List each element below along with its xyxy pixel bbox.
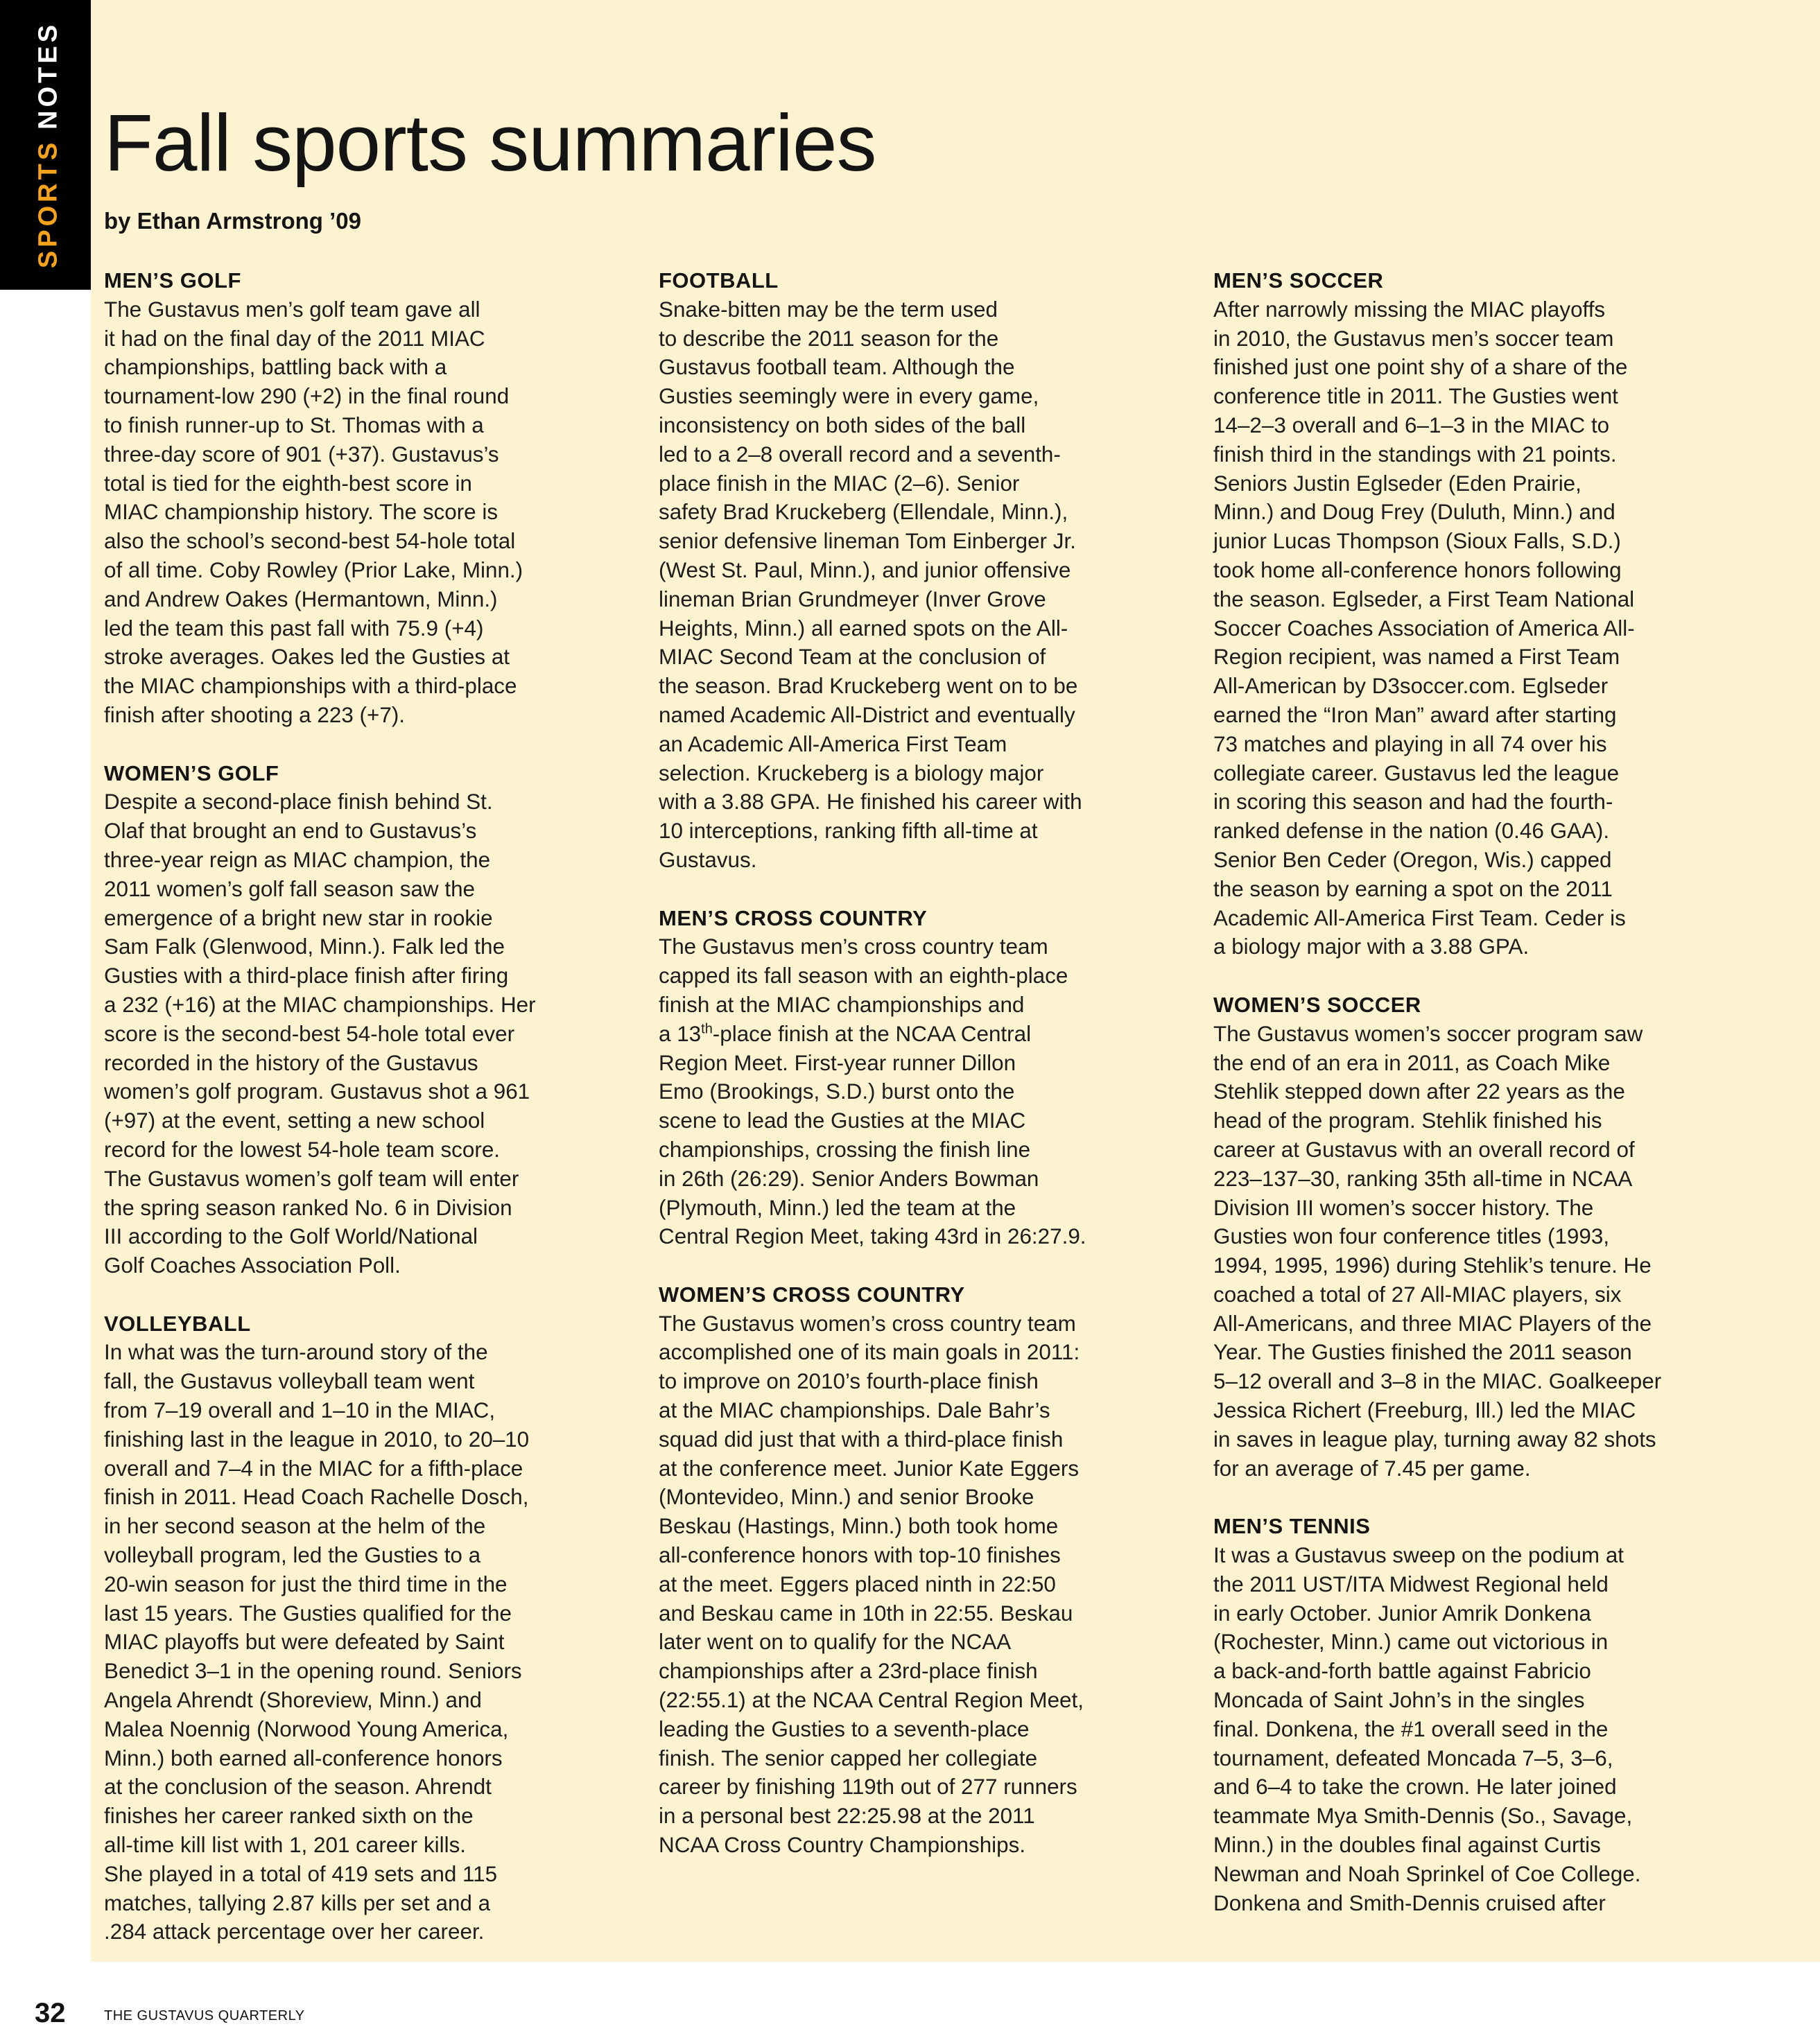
- section-mens-cross-country: [659, 904, 1186, 1252]
- text-line: took home all-conference honors following: [1213, 557, 1622, 582]
- text-line: in early October. Junior Amrik Donkena: [1213, 1600, 1591, 1626]
- text-line: three-year reign as MIAC champion, the: [104, 846, 491, 872]
- text-line: Academic All-America First Team. Ceder is: [1213, 905, 1626, 930]
- text-line: Central Region Meet, taking 43rd in 26:27.9.: [659, 1224, 1086, 1249]
- text-line: Stehlik stepped down after 22 years as the: [1213, 1079, 1625, 1104]
- column-1: [104, 266, 631, 1976]
- publication-name: THE GUSTAVUS QUARTERLY: [104, 2008, 305, 2023]
- text-line: the spring season ranked No. 6 in Division: [104, 1194, 512, 1220]
- text-line: The Gustavus women’s cross country team: [659, 1310, 1076, 1336]
- text-line: Soccer Coaches Association of America All-: [1213, 615, 1635, 641]
- text-line: stroke averages. Oakes led the Gusties at: [104, 644, 510, 670]
- text-line: safety Brad Kruckeberg (Ellendale, Minn.),: [659, 499, 1068, 525]
- text-line: matches, tallying 2.87 kills per set and a: [104, 1890, 491, 1915]
- text-line: in 26th (26:29). Senior Anders Bowman: [659, 1165, 1039, 1191]
- ordinal-suffix: th: [701, 1021, 713, 1037]
- column-3: [1213, 266, 1740, 1947]
- text-line: championships after a 23rd-place finish: [659, 1658, 1038, 1684]
- text-line: MIAC championship history. The score is: [104, 499, 499, 525]
- text-line: NCAA Cross Country Championships.: [659, 1832, 1026, 1858]
- text-line: (Rochester, Minn.) came out victorious in: [1213, 1629, 1609, 1655]
- text-line: the season. Brad Kruckeberg went on to be: [659, 673, 1078, 699]
- text-line: Donkena and Smith-Dennis cruised after: [1213, 1890, 1606, 1915]
- text-line: a biology major with a 3.88 GPA.: [1213, 934, 1529, 959]
- text-line: MIAC Second Team at the conclusion of: [659, 644, 1046, 670]
- text-line: 1994, 1995, 1996) during Stehlik’s tenure. He: [1213, 1253, 1652, 1278]
- text-line: Snake-bitten may be the term used: [659, 296, 998, 322]
- byline: by Ethan Armstrong ’09: [104, 208, 362, 234]
- text-line: It was a Gustavus sweep on the podium at: [1213, 1542, 1624, 1568]
- text-line: 5–12 overall and 3–8 in the MIAC. Goalkeeper: [1213, 1368, 1662, 1394]
- text-line: Heights, Minn.) all earned spots on the All-: [659, 615, 1068, 641]
- text-line: tournament, defeated Moncada 7–5, 3–6,: [1213, 1745, 1613, 1770]
- text-line: The Gustavus women’s soccer program saw: [1213, 1020, 1643, 1046]
- text-line: at the MIAC championships. Dale Bahr’s: [659, 1397, 1050, 1423]
- section-tab-label: [34, 21, 64, 268]
- text-line: (West St. Paul, Minn.), and junior offensive: [659, 557, 1071, 582]
- section-body: [104, 295, 631, 730]
- page-title: Fall sports summaries: [104, 98, 876, 188]
- section-volleyball: [104, 1309, 631, 1947]
- section-heading: WOMEN’S CROSS COUNTRY: [659, 1282, 965, 1307]
- section-tab-word-sports: SPORTS: [33, 139, 63, 269]
- text-line: Gusties won four conference titles (1993,: [1213, 1224, 1610, 1249]
- section-heading: MEN’S GOLF: [104, 268, 241, 293]
- text-line: at the meet. Eggers placed ninth in 22:50: [659, 1571, 1056, 1596]
- text-line: scene to lead the Gusties at the MIAC: [659, 1108, 1026, 1133]
- text-line: later went on to qualify for the NCAA: [659, 1629, 1012, 1655]
- text-line: Emo (Brookings, S.D.) burst onto the: [659, 1079, 1015, 1104]
- text-line: at the conclusion of the season. Ahrendt: [104, 1774, 492, 1800]
- text-line: in 2010, the Gustavus men’s soccer team: [1213, 325, 1614, 351]
- text-line: all-time kill list with 1, 201 career kills.: [104, 1832, 467, 1858]
- text-line: a back-and-forth battle against Fabricio: [1213, 1658, 1591, 1684]
- text-line: Gustavus football team. Although the: [659, 354, 1015, 380]
- text-line: inconsistency on both sides of the ball: [659, 412, 1026, 437]
- text-line: Senior Ben Ceder (Oregon, Wis.) capped: [1213, 846, 1612, 872]
- text-line: overall and 7–4 in the MIAC for a fifth-place: [104, 1455, 523, 1481]
- text-line: career at Gustavus with an overall record of: [1213, 1136, 1635, 1162]
- text-line: (22:55.1) at the NCAA Central Region Meet,: [659, 1687, 1084, 1713]
- text-line: junior Lucas Thompson (Sioux Falls, S.D.): [1213, 528, 1621, 554]
- text-line: 73 matches and playing in all 74 over his: [1213, 731, 1607, 756]
- text-line: senior defensive lineman Tom Einberger Jr.: [659, 528, 1076, 554]
- text-line: squad did just that with a third-place finish: [659, 1426, 1064, 1452]
- section-womens-soccer: [1213, 991, 1740, 1483]
- text-line: tournament-low 290 (+2) in the final round: [104, 383, 510, 409]
- text-line: at the conference meet. Junior Kate Eggers: [659, 1455, 1080, 1481]
- text-line: accomplished one of its main goals in 2011:: [659, 1339, 1080, 1365]
- text-line: the 2011 UST/ITA Midwest Regional held: [1213, 1571, 1609, 1596]
- text-line: Division III women’s soccer history. The: [1213, 1194, 1594, 1220]
- text-line: (+97) at the event, setting a new school: [104, 1108, 485, 1133]
- text-line: collegiate career. Gustavus led the league: [1213, 760, 1620, 785]
- text-line: the MIAC championships with a third-place: [104, 673, 517, 699]
- section-body: [1213, 295, 1740, 961]
- text-line: The Gustavus men’s golf team gave all: [104, 296, 480, 322]
- section-body: [104, 1338, 631, 1947]
- text-line: ranked defense in the nation (0.46 GAA).: [1213, 818, 1610, 844]
- text-line: The Gustavus men’s cross country team: [659, 934, 1048, 959]
- text-line: Sam Falk (Glenwood, Minn.). Falk led the: [104, 934, 505, 959]
- text-line: with a 3.88 GPA. He finished his career with: [659, 789, 1082, 815]
- text-line: in scoring this season and had the fourth-: [1213, 789, 1613, 815]
- text-line: championships, crossing the finish line: [659, 1136, 1031, 1162]
- text-line: In what was the turn-around story of the: [104, 1339, 488, 1365]
- section-body: [659, 1309, 1186, 1860]
- section-mens-soccer: [1213, 266, 1740, 961]
- section-heading: MEN’S TENNIS: [1213, 1514, 1371, 1539]
- section-body: [659, 932, 1186, 1251]
- text-line: finish at the MIAC championships and: [659, 991, 1025, 1017]
- text-line: in a personal best 22:25.98 at the 2011: [659, 1803, 1035, 1829]
- text-line: three-day score of 901 (+37). Gustavus’s: [104, 441, 499, 467]
- text-line: conference title in 2011. The Gusties went: [1213, 383, 1618, 409]
- text-line: and 6–4 to take the crown. He later joined: [1213, 1774, 1617, 1800]
- text-line: 10 interceptions, ranking fifth all-time at: [659, 818, 1038, 844]
- text-line: all-conference honors with top-10 finishes: [659, 1542, 1061, 1568]
- text-line: leading the Gusties to a seventh-place: [659, 1716, 1030, 1741]
- text-line: Region Meet. First-year runner Dillon: [659, 1050, 1016, 1075]
- column-2: [659, 266, 1186, 1889]
- text-line: named Academic All-District and eventually: [659, 702, 1075, 727]
- text-line: (Montevideo, Minn.) and senior Brooke: [659, 1484, 1034, 1510]
- text-line: III according to the Golf World/National: [104, 1224, 478, 1249]
- text-line: Moncada of Saint John’s in the singles: [1213, 1687, 1585, 1713]
- text-line: finish in 2011. Head Coach Rachelle Dosch,: [104, 1484, 529, 1510]
- text-line: Angela Ahrendt (Shoreview, Minn.) and: [104, 1687, 482, 1713]
- text-line: finish after shooting a 223 (+7).: [104, 702, 406, 727]
- text-line: an Academic All-America First Team: [659, 731, 1007, 756]
- text-line: teammate Mya Smith-Dennis (So., Savage,: [1213, 1803, 1633, 1829]
- text-line: championships, battling back with a: [104, 354, 447, 380]
- text-line: earned the “Iron Man” award after starting: [1213, 702, 1617, 727]
- text-line: Beskau (Hastings, Minn.) both took home: [659, 1513, 1059, 1539]
- text-line: Benedict 3–1 in the opening round. Seniors: [104, 1658, 522, 1684]
- text-line: .284 attack percentage over her career.: [104, 1919, 485, 1944]
- text-line: Olaf that brought an end to Gustavus’s: [104, 818, 477, 844]
- text-line: Minn.) in the doubles final against Curtis: [1213, 1832, 1601, 1858]
- text-line: finish. The senior capped her collegiate: [659, 1745, 1038, 1770]
- section-body: [104, 787, 631, 1280]
- text-line: All-American by D3soccer.com. Eglseder: [1213, 673, 1609, 699]
- section-body: [1213, 1541, 1740, 1917]
- text-line: (Plymouth, Minn.) led the team at the: [659, 1194, 1016, 1220]
- section-body: [659, 295, 1186, 875]
- text-line: women’s golf program. Gustavus shot a 961: [104, 1079, 530, 1104]
- text-line: led to a 2–8 overall record and a seventh-: [659, 441, 1061, 467]
- text-line: She played in a total of 419 sets and 115: [104, 1861, 498, 1886]
- text-line: and Beskau came in 10th in 22:55. Beskau: [659, 1600, 1073, 1626]
- text-line: fall, the Gustavus volleyball team went: [104, 1368, 475, 1394]
- text-line: MIAC playoffs but were defeated by Saint: [104, 1629, 505, 1655]
- text-line: finish third in the standings with 21 points.: [1213, 441, 1617, 467]
- text-line: volleyball program, led the Gusties to a: [104, 1542, 481, 1568]
- text-line: last 15 years. The Gusties qualified for the: [104, 1600, 512, 1626]
- section-tab-word-notes: NOTES: [33, 21, 63, 130]
- text-line: 2011 women’s golf fall season saw the: [104, 876, 476, 901]
- text-line: score is the second-best 54-hole total ever: [104, 1020, 515, 1046]
- text-line: lineman Brian Grundmeyer (Inver Grove: [659, 586, 1046, 611]
- text-line: Gustavus.: [659, 846, 757, 872]
- section-heading: VOLLEYBALL: [104, 1311, 251, 1336]
- text-line: of all time. Coby Rowley (Prior Lake, Minn.): [104, 557, 523, 582]
- text-line: Gusties seemingly were in every game,: [659, 383, 1039, 409]
- text-line: in her second season at the helm of the: [104, 1513, 486, 1539]
- text-line: to finish runner-up to St. Thomas with a: [104, 412, 484, 437]
- text-line: emergence of a bright new star in rookie: [104, 905, 493, 930]
- text-line: to describe the 2011 season for the: [659, 325, 999, 351]
- text-line: a 232 (+16) at the MIAC championships. Her: [104, 991, 536, 1017]
- text-line: place finish in the MIAC (2–6). Senior: [659, 470, 1020, 496]
- section-mens-golf: [104, 266, 631, 730]
- text-line: Malea Noennig (Norwood Young America,: [104, 1716, 509, 1741]
- text-line: All-Americans, and three MIAC Players of the: [1213, 1310, 1652, 1336]
- text-line: finishing last in the league in 2010, to 20–10: [104, 1426, 530, 1452]
- text-line: record for the lowest 54-hole team score.: [104, 1136, 501, 1162]
- text-line: selection. Kruckeberg is a biology major: [659, 760, 1044, 785]
- section-heading: WOMEN’S SOCCER: [1213, 992, 1421, 1017]
- text-line: Region recipient, was named a First Team: [1213, 644, 1620, 670]
- text-line: final. Donkena, the #1 overall seed in the: [1213, 1716, 1609, 1741]
- text-line: the season. Eglseder, a First Team National: [1213, 586, 1635, 611]
- text-line: Year. The Gusties finished the 2011 season: [1213, 1339, 1632, 1365]
- text-line: to improve on 2010’s fourth-place finish: [659, 1368, 1039, 1394]
- text-line: total is tied for the eighth-best score in: [104, 470, 472, 496]
- page-number: 32: [35, 1998, 66, 2028]
- text-line: Newman and Noah Sprinkel of Coe College.: [1213, 1861, 1641, 1886]
- text-line: recorded in the history of the Gustavus: [104, 1050, 478, 1075]
- section-football: [659, 266, 1186, 875]
- text-line: 14–2–3 overall and 6–1–3 in the MIAC to: [1213, 412, 1610, 437]
- text-line: After narrowly missing the MIAC playoffs: [1213, 296, 1606, 322]
- text-line: led the team this past fall with 75.9 (+4): [104, 615, 484, 641]
- text-line: Despite a second-place finish behind St.: [104, 789, 493, 815]
- text-line: 223–137–30, ranking 35th all-time in NCAA: [1213, 1165, 1633, 1191]
- section-heading: MEN’S CROSS COUNTRY: [659, 905, 928, 930]
- text-line: the end of an era in 2011, as Coach Mike: [1213, 1050, 1611, 1075]
- text-line: and Andrew Oakes (Hermantown, Minn.): [104, 586, 498, 611]
- section-womens-golf: [104, 759, 631, 1280]
- text-line: finished just one point shy of a share of the: [1213, 354, 1628, 380]
- section-womens-cross-country: [659, 1280, 1186, 1860]
- section-heading: MEN’S SOCCER: [1213, 268, 1384, 293]
- section-body: [1213, 1020, 1740, 1483]
- text-line: also the school’s second-best 54-hole total: [104, 528, 516, 554]
- text-line: it had on the final day of the 2011 MIAC: [104, 325, 485, 351]
- text-line: The Gustavus women’s golf team will enter: [104, 1165, 519, 1191]
- text-line: for an average of 7.45 per game.: [1213, 1455, 1531, 1481]
- text-line: Minn.) and Doug Frey (Duluth, Minn.) and: [1213, 499, 1615, 525]
- section-heading: WOMEN’S GOLF: [104, 760, 279, 785]
- text-line: 20-win season for just the third time in the: [104, 1571, 508, 1596]
- section-heading: FOOTBALL: [659, 268, 779, 293]
- text-line: finishes her career ranked sixth on the: [104, 1803, 474, 1829]
- text-line: from 7–19 overall and 1–10 in the MIAC,: [104, 1397, 496, 1423]
- text-line: Golf Coaches Association Poll.: [104, 1253, 401, 1278]
- text-line: Seniors Justin Eglseder (Eden Prairie,: [1213, 470, 1581, 496]
- text-line: Gusties with a third-place finish after firing: [104, 963, 509, 989]
- text-line: capped its fall season with an eighth-place: [659, 963, 1068, 989]
- text-line: head of the program. Stehlik finished his: [1213, 1108, 1602, 1133]
- text-line: a 13th-place finish at the NCAA Central: [659, 1020, 1032, 1046]
- text-line: the season by earning a spot on the 2011: [1213, 876, 1613, 901]
- text-line: Jessica Richert (Freeburg, Ill.) led the MIAC: [1213, 1397, 1636, 1423]
- text-line: coached a total of 27 All-MIAC players, six: [1213, 1281, 1622, 1307]
- section-mens-tennis: [1213, 1512, 1740, 1917]
- text-line: career by finishing 119th out of 277 runners: [659, 1774, 1077, 1800]
- section-tab: [0, 0, 91, 290]
- text-line: Minn.) both earned all-conference honors: [104, 1745, 503, 1770]
- text-line: in saves in league play, turning away 82 shots: [1213, 1426, 1656, 1452]
